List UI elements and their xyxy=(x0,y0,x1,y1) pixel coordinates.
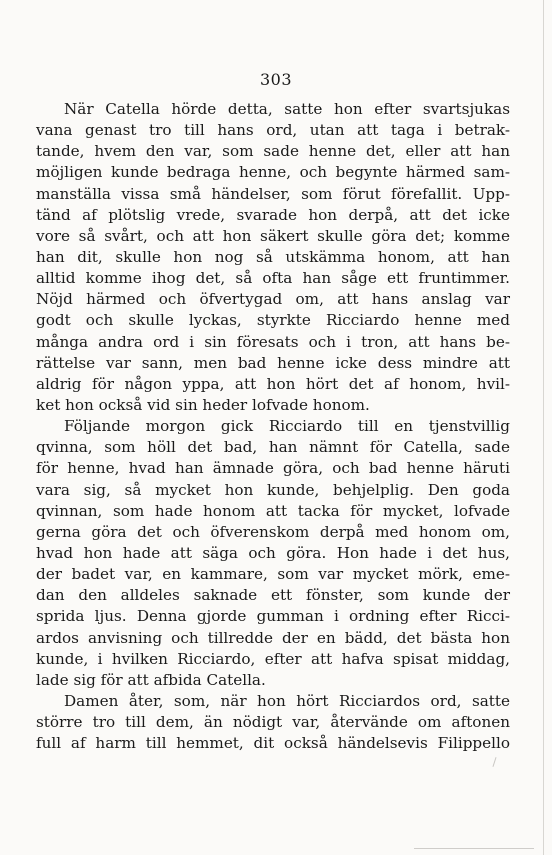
text-line: ardos anvisning och tillredde der en bädd, det bästa hon xyxy=(36,628,510,647)
page-number: 303 xyxy=(259,70,293,89)
text-line: Damen åter, som, när hon hört Ricciardos ord, satte xyxy=(64,691,510,710)
text-line: vore så svårt, och att hon säkert skulle göra det; komme xyxy=(36,226,510,245)
text-line: full af harm till hemmet, dit också händelsevis Filippello xyxy=(36,734,510,753)
text-line: ket hon också vid sin heder lofvade honom. xyxy=(36,395,370,414)
text-line: manställa vissa små händelser, som förut förefallit. Upp- xyxy=(36,184,510,203)
text-line: för henne, hvad han ämnade göra, och bad henne häruti xyxy=(36,459,510,478)
text-line: vana genast tro till hans ord, utan att taga i betrak- xyxy=(36,121,510,140)
text-line: tänd af plötslig vrede, svarade hon derpå, att det icke xyxy=(36,205,510,224)
text-line: större tro till dem, än nödigt var, återvände om aftonen xyxy=(36,713,510,732)
text-line: dan den alldeles saknade ett fönster, som kunde der xyxy=(36,586,510,605)
text-line: kunde, i hvilken Ricciardo, efter att hafva spisat middag, xyxy=(36,649,510,668)
text-line: alltid komme ihog det, så ofta han såge ett fruntimmer. xyxy=(36,269,510,288)
scan-mark xyxy=(492,757,496,767)
text-line: Nöjd härmed och öfvertygad om, att hans anslag var xyxy=(36,290,510,309)
text-line: der badet var, en kammare, som var mycket mörk, eme- xyxy=(36,565,510,584)
text-line: tande, hvem den var, som sade henne det, eller att han xyxy=(36,142,510,161)
text-line: rättelse var sann, men bad henne icke dess mindre att xyxy=(36,353,510,372)
text-line: många andra ord i sin föresats och i tron, att hans be- xyxy=(36,332,510,351)
text-line: godt och skulle lyckas, styrkte Ricciardo henne med xyxy=(36,311,510,330)
text-line: Följande morgon gick Ricciardo till en tjenstvillig xyxy=(64,417,510,436)
text-line: lade sig för att afbida Catella. xyxy=(36,670,266,689)
text-line: han dit, skulle hon nog så utskämma honom, att han xyxy=(36,247,510,266)
text-line: aldrig för någon yppa, att hon hört det af honom, hvil- xyxy=(36,374,510,393)
text-line: När Catella hörde detta, satte hon efter svartsjukas xyxy=(64,100,510,118)
text-line: sprida ljus. Denna gjorde gumman i ordning efter Ricci- xyxy=(36,607,510,626)
text-line: hvad hon hade att säga och göra. Hon hade i det hus, xyxy=(36,543,510,562)
text-line: vara sig, så mycket hon kunde, behjelplig. Den goda xyxy=(36,480,510,499)
page-bottom-edge-line xyxy=(414,848,534,849)
text-line: möjligen kunde bedraga henne, och begynte härmed sam- xyxy=(36,163,510,182)
text-line: qvinnan, som hade honom att tacka för mycket, lofvade xyxy=(36,501,510,520)
text-line: gerna göra det och öfverenskom derpå med honom om, xyxy=(36,522,510,541)
page-edge-line xyxy=(543,0,544,855)
body-text xyxy=(36,99,510,754)
text-line: qvinna, som höll det bad, han nämnt för Catella, sade xyxy=(36,438,510,457)
